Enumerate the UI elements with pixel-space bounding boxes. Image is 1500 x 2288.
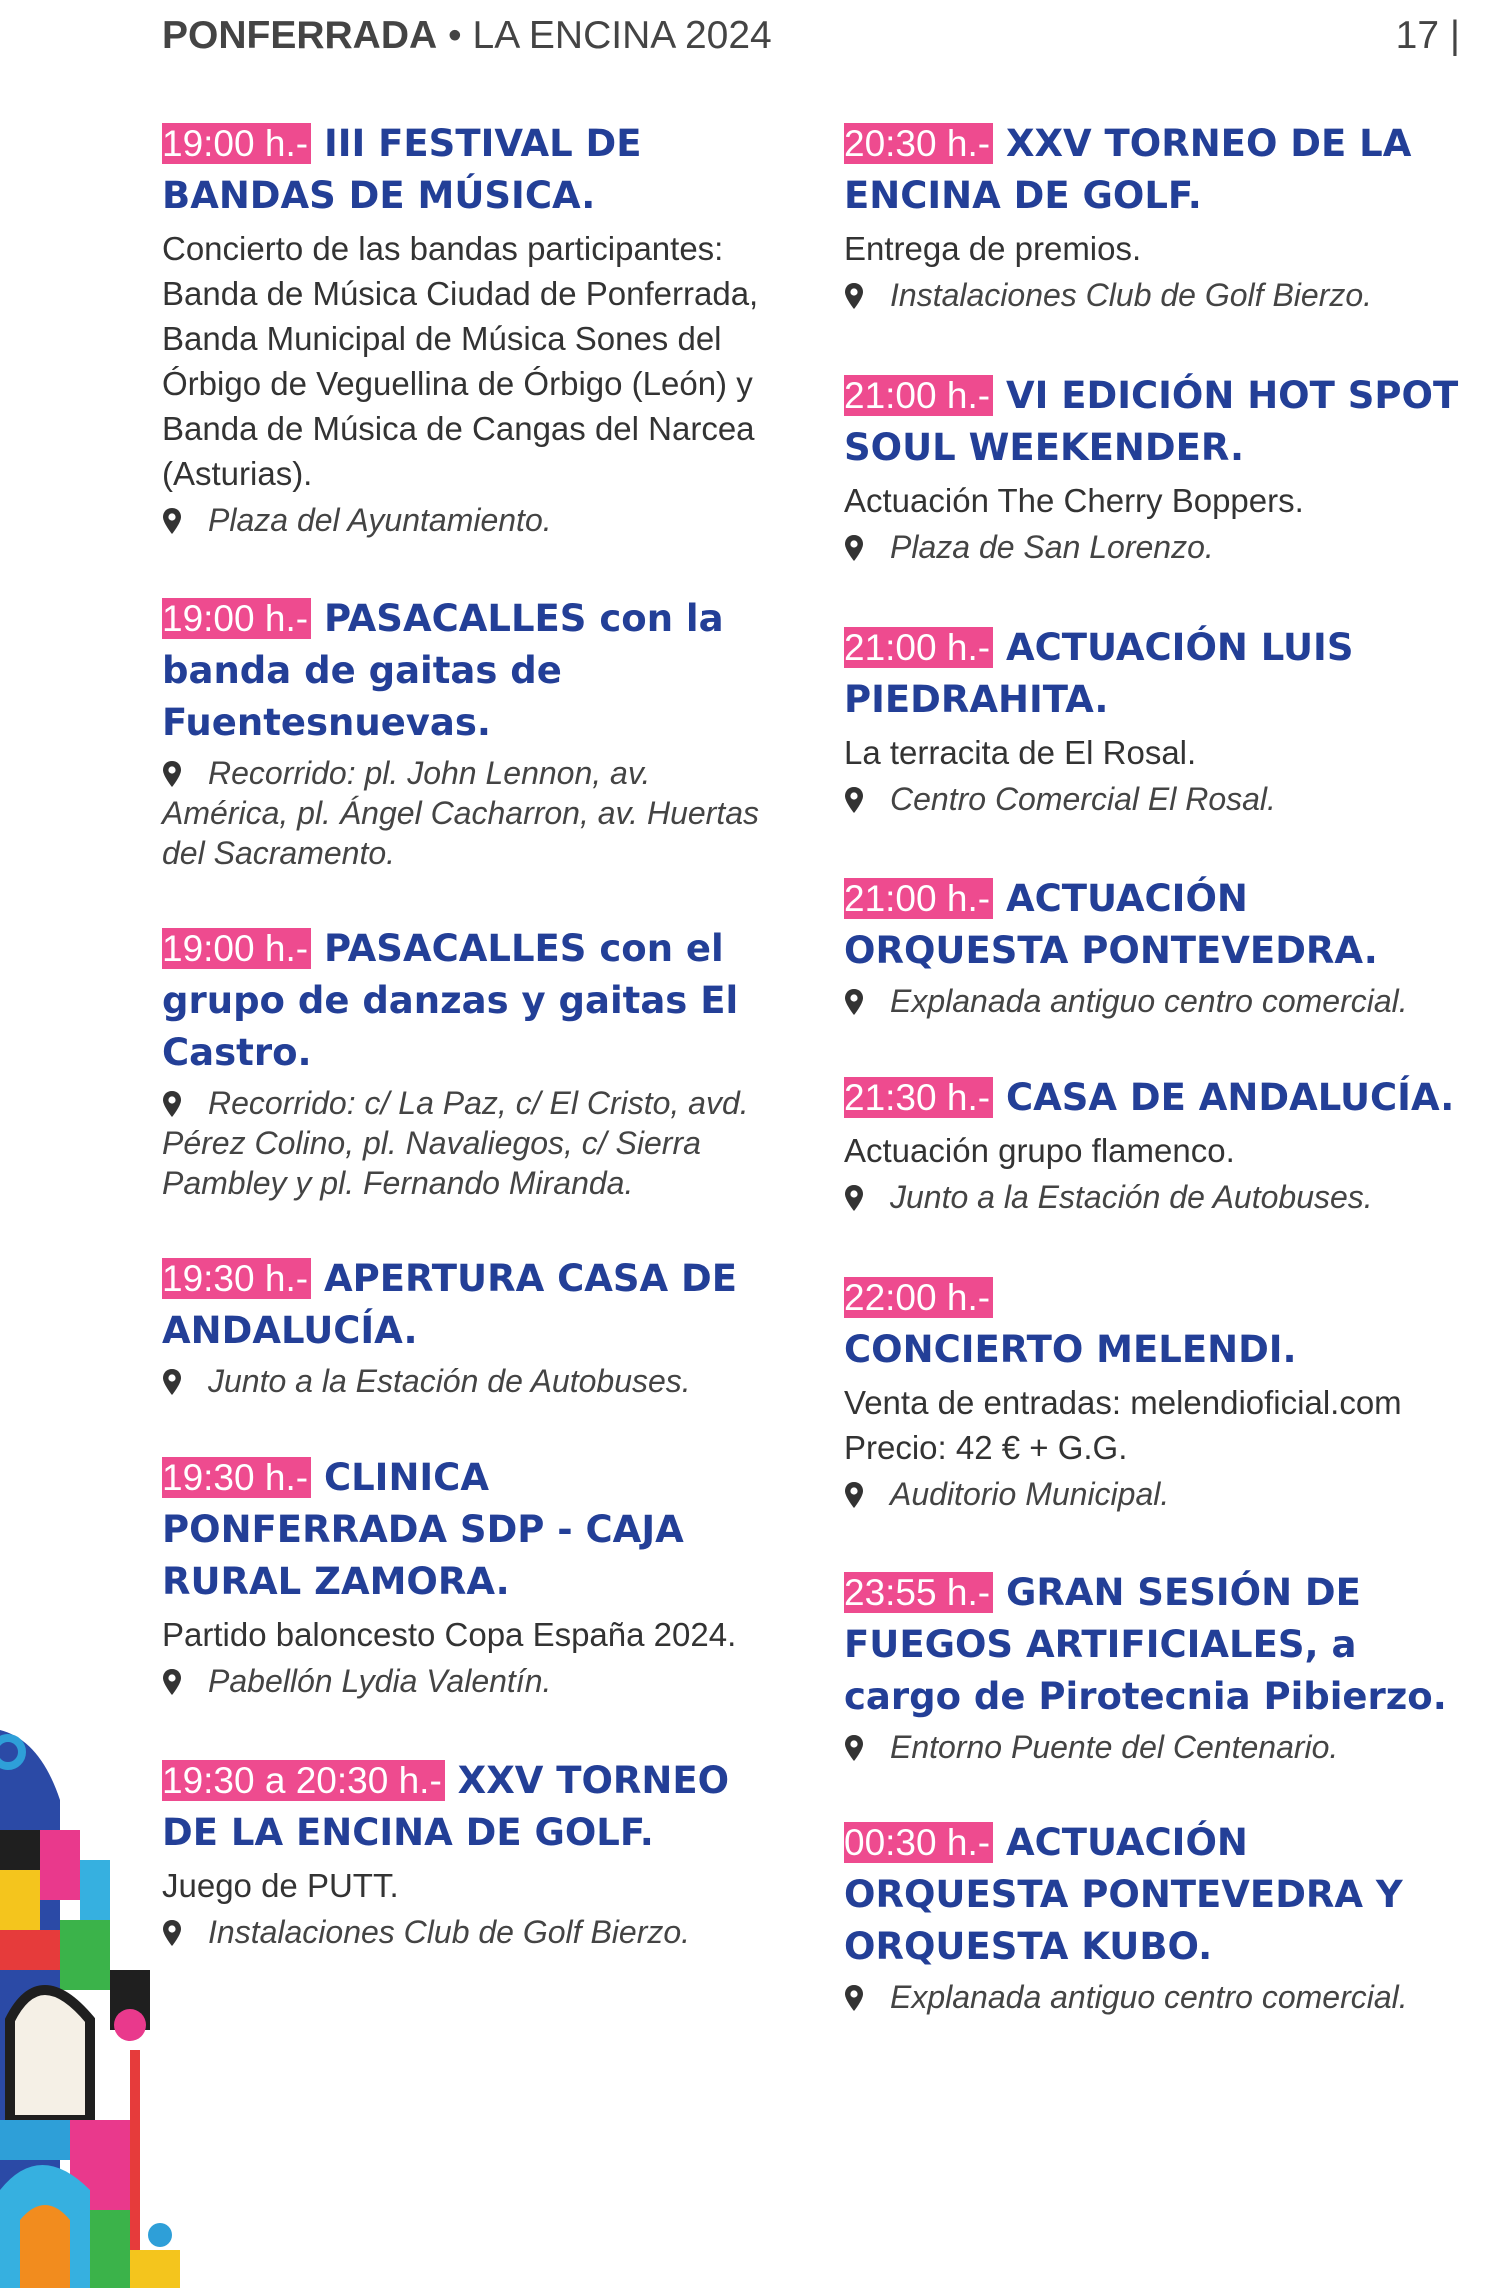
event-time: 00:30 h.-	[844, 1822, 993, 1863]
event-time: 20:30 h.-	[844, 123, 993, 164]
event-time: 21:30 h.-	[844, 1077, 993, 1118]
event-description: Entrega de premios.	[844, 230, 1142, 267]
event-location-text: Instalaciones Club de Golf Bierzo.	[208, 1914, 691, 1950]
event-title-text: APERTURA CASA DE ANDALUCÍA.	[162, 1257, 738, 1352]
event-title-text: XXV TORNEO DE LA ENCINA DE GOLF.	[844, 122, 1412, 217]
event-location	[162, 753, 782, 873]
map-pin-icon	[162, 507, 182, 535]
header-city: PONFERRADA	[162, 14, 438, 57]
event-description: La terracita de El Rosal.	[844, 734, 1197, 771]
event-time: 19:30 h.-	[162, 1457, 311, 1498]
event-location	[162, 1661, 782, 1701]
event-title-text: PASACALLES con la banda de gaitas de Fuentesnuevas.	[162, 597, 724, 744]
event-location-text: Instalaciones Club de Golf Bierzo.	[890, 277, 1373, 313]
event-location-text: Explanada antiguo centro comercial.	[890, 1979, 1408, 2015]
event-title	[844, 622, 1474, 726]
event-location-text: Entorno Puente del Centenario.	[890, 1729, 1339, 1765]
event-title-text: CASA DE ANDALUCÍA.	[1005, 1076, 1455, 1119]
event-hot-spot-soul	[844, 370, 1474, 567]
event-location-text: Centro Comercial El Rosal.	[890, 781, 1276, 817]
event-location-text: Junto a la Estación de Autobuses.	[208, 1363, 691, 1399]
event-title	[844, 118, 1474, 222]
event-luis-piedrahita	[844, 622, 1474, 819]
event-location-text: Junto a la Estación de Autobuses.	[890, 1179, 1373, 1215]
event-golf-premios	[844, 118, 1474, 315]
event-location-text: Plaza del Ayuntamiento.	[208, 502, 552, 538]
event-price: Precio: 42 € + G.G.	[844, 1429, 1128, 1466]
event-time: 19:00 h.-	[162, 928, 311, 969]
event-pasacalles-el-castro	[162, 923, 782, 1203]
event-title	[162, 118, 782, 222]
event-time: 23:55 h.-	[844, 1572, 993, 1613]
event-title	[844, 873, 1474, 977]
event-description: Juego de PUTT.	[162, 1867, 399, 1904]
map-pin-icon	[162, 1368, 182, 1396]
event-title-text: VI EDICIÓN HOT SPOT SOUL WEEKENDER.	[844, 374, 1459, 469]
map-pin-icon	[844, 988, 864, 1016]
map-pin-icon	[844, 1481, 864, 1509]
event-title	[162, 593, 782, 749]
event-location	[162, 1912, 782, 1952]
event-title-text: ACTUACIÓN ORQUESTA PONTEVEDRA.	[844, 877, 1378, 972]
event-location-text: Recorrido: pl. John Lennon, av. América, pl. Ángel Cacharron, av. Huertas del Sacramento.	[162, 755, 759, 871]
event-location	[162, 500, 782, 540]
event-title-text: XXV TORNEO DE LA ENCINA DE GOLF.	[162, 1759, 730, 1854]
event-location-text: Plaza de San Lorenzo.	[890, 529, 1214, 565]
event-title	[844, 1817, 1474, 1973]
event-description: Concierto de las bandas participantes: Banda de Música Ciudad de Ponferrada, Banda Municipal de Música Sones del Órbigo de Veguellina de Órbigo (León) y Banda de Música de Cangas del Narcea (Asturias).	[162, 230, 759, 492]
event-title-text: GRAN SESIÓN DE FUEGOS ARTIFICIALES, a cargo de Pirotecnia Pibierzo.	[844, 1571, 1447, 1718]
event-time: 19:30 a 20:30 h.-	[162, 1760, 445, 1801]
decorative-building-illustration	[0, 1720, 180, 2288]
map-pin-icon	[162, 760, 182, 788]
publication-title	[162, 14, 772, 58]
event-concierto-melendi	[844, 1272, 1474, 1514]
map-pin-icon	[844, 1184, 864, 1212]
event-time: 19:00 h.-	[162, 123, 311, 164]
event-title-text: PASACALLES con el grupo de danzas y gaitas El Castro.	[162, 927, 739, 1074]
event-time: 21:00 h.-	[844, 375, 993, 416]
event-location-text: Explanada antiguo centro comercial.	[890, 983, 1408, 1019]
event-baloncesto	[162, 1452, 782, 1701]
event-location	[844, 1727, 1474, 1767]
page-header	[162, 14, 1460, 64]
event-golf-putt	[162, 1755, 782, 1952]
event-title	[844, 1567, 1474, 1723]
event-time: 21:00 h.-	[844, 878, 993, 919]
event-location	[844, 1177, 1474, 1217]
event-orquesta-kubo	[844, 1817, 1474, 2017]
event-title-text: ACTUACIÓN ORQUESTA PONTEVEDRA Y ORQUESTA KUBO.	[844, 1821, 1403, 1968]
event-location-text: Recorrido: c/ La Paz, c/ El Cristo, avd. Pérez Colino, pl. Navaliegos, c/ Sierra Pambley y pl. Fernando Miranda.	[162, 1085, 749, 1201]
event-location	[162, 1083, 782, 1203]
event-title-text: ACTUACIÓN LUIS PIEDRAHITA.	[844, 626, 1354, 721]
event-title	[162, 1755, 782, 1859]
map-pin-icon	[844, 282, 864, 310]
event-location	[844, 779, 1474, 819]
map-pin-icon	[844, 1984, 864, 2012]
event-description: Actuación The Cherry Boppers.	[844, 482, 1304, 519]
event-location-text: Auditorio Municipal.	[890, 1476, 1170, 1512]
event-location	[844, 1474, 1474, 1514]
event-location	[844, 275, 1474, 315]
event-location-text: Pabellón Lydia Valentín.	[208, 1663, 552, 1699]
event-time: 19:30 h.-	[162, 1258, 311, 1299]
event-orquesta-pontevedra	[844, 873, 1474, 1021]
event-pasacalles-fuentesnuevas	[162, 593, 782, 873]
map-pin-icon	[162, 1090, 182, 1118]
event-title-text: CLINICA PONFERRADA SDP - CAJA RURAL ZAMORA.	[162, 1456, 684, 1603]
event-festival-bandas	[162, 118, 782, 540]
event-title	[844, 370, 1474, 474]
event-time: 21:00 h.-	[844, 627, 993, 668]
event-title	[162, 923, 782, 1079]
event-casa-andalucia	[844, 1072, 1474, 1217]
event-apertura-casa-andalucia	[162, 1253, 782, 1401]
event-title	[162, 1452, 782, 1608]
event-time: 22:00 h.-	[844, 1277, 993, 1318]
event-title-text: III FESTIVAL DE BANDAS DE MÚSICA.	[162, 122, 642, 217]
event-description: Partido baloncesto Copa España 2024.	[162, 1616, 737, 1653]
event-fuegos-artificiales	[844, 1567, 1474, 1767]
page-number: 17 |	[1395, 14, 1460, 57]
event-title	[844, 1272, 1474, 1376]
event-location	[162, 1361, 782, 1401]
event-title	[844, 1072, 1474, 1124]
event-description: Actuación grupo flamenco.	[844, 1132, 1235, 1169]
event-title	[162, 1253, 782, 1357]
event-location	[844, 1977, 1474, 2017]
map-pin-icon	[844, 786, 864, 814]
header-festival: LA ENCINA 2024	[472, 14, 772, 57]
event-description: Venta de entradas: melendioficial.com	[844, 1384, 1402, 1421]
map-pin-icon	[844, 1734, 864, 1762]
event-location	[844, 527, 1474, 567]
header-separator: •	[448, 14, 462, 57]
map-pin-icon	[844, 534, 864, 562]
event-title-text: CONCIERTO MELENDI.	[844, 1328, 1297, 1371]
event-time: 19:00 h.-	[162, 598, 311, 639]
event-location	[844, 981, 1474, 1021]
map-pin-icon	[162, 1668, 182, 1696]
